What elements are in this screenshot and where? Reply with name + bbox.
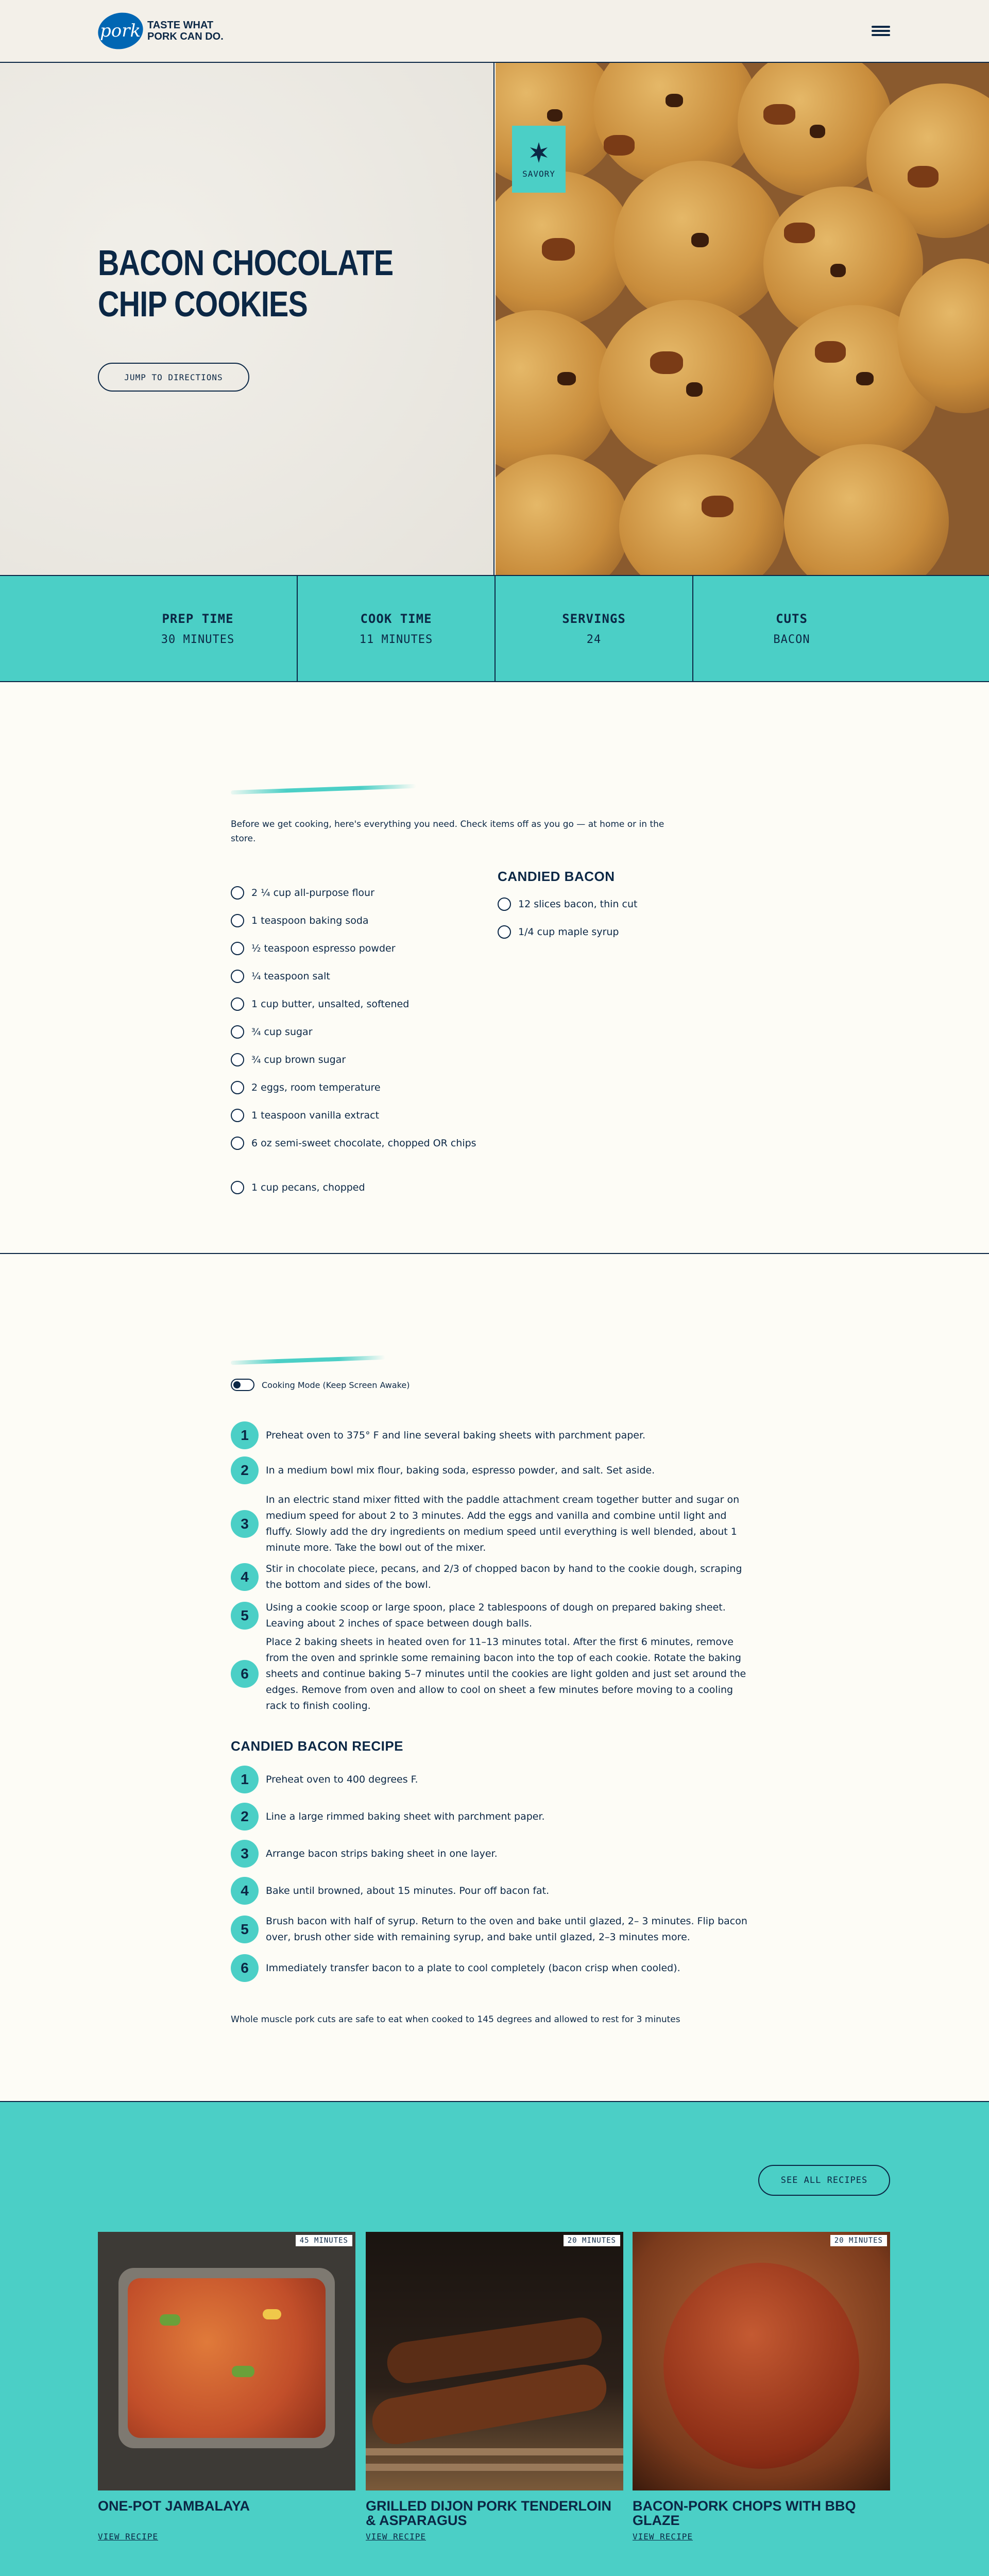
recipe-card-image[interactable] (633, 2232, 890, 2490)
step-number: 1 (231, 1421, 259, 1449)
cook-time-badge: 20 MINUTES (564, 2235, 620, 2246)
ingredient-checkbox[interactable] (231, 997, 244, 1011)
list-item[interactable]: 12 slices bacon, thin cut (498, 890, 637, 918)
list-item[interactable]: 1 teaspoon vanilla extract (231, 1101, 476, 1129)
stat-label: COOK TIME (360, 611, 432, 626)
hero-text-panel (0, 63, 494, 575)
step-number: 4 (231, 1563, 259, 1591)
direction-step: 5 Brush bacon with half of syrup. Return to the oven and bake until glazed, 2– 3 minutes. Flip bacon over, brush other side with remaining syrup, and bake until glazed, 2–3 minutes more. (231, 1909, 756, 1950)
ingredient-checkbox[interactable] (231, 942, 244, 955)
ingredient-checkbox[interactable] (231, 1137, 244, 1150)
direction-step: 5 Using a cookie scoop or large spoon, place 2 tablespoons of dough on prepared baking sheet. Leaving about 2 inches of space between dough balls. (231, 1596, 756, 1635)
step-number: 2 (231, 1456, 259, 1484)
step-number: 1 (231, 1766, 259, 1793)
list-item[interactable]: ¼ teaspoon salt (231, 962, 476, 990)
stat-prep-time (99, 576, 297, 681)
ingredient-checkbox[interactable] (231, 1081, 244, 1094)
stat-value: 11 MINUTES (359, 633, 433, 646)
step-number: 3 (231, 1510, 259, 1538)
stat-value: 30 MINUTES (161, 633, 235, 646)
ingredient-checkbox[interactable] (231, 914, 244, 927)
list-item[interactable]: ½ teaspoon espresso powder (231, 935, 476, 962)
brush-stroke-divider (231, 1355, 385, 1365)
cook-time-badge: 20 MINUTES (830, 2235, 887, 2246)
candied-bacon-heading: CANDIED BACON (498, 869, 615, 884)
list-item[interactable]: 1 teaspoon baking soda (231, 907, 476, 935)
recipe-stats-bar (0, 576, 989, 682)
ingredient-checkbox[interactable] (498, 925, 511, 939)
candied-ingredient-list (498, 890, 637, 946)
stat-cuts (692, 576, 890, 681)
cooking-mode-toggle[interactable] (231, 1379, 254, 1391)
step-number: 3 (231, 1840, 259, 1868)
list-item[interactable]: 1 cup butter, unsalted, softened (231, 990, 476, 1018)
ingredient-checkbox[interactable] (231, 1181, 244, 1194)
recipe-title: BACON CHOCOLATE CHIP COOKIES (98, 243, 394, 324)
recipe-card[interactable] (633, 2232, 890, 2541)
direction-step: 4 Bake until browned, about 15 minutes. Pour off bacon fat. (231, 1872, 756, 1909)
direction-step: 6 Place 2 baking sheets in heated oven for 11–13 minutes total. After the first 6 minutes, remove from the oven and sprinkle some remaining bacon into the top of each cookie. Rotate the baking sheets and continue baking 5–7 minutes until the cookies are light golden and just set around the edges. Remove from oven and allow to cool on sheet a few minutes before moving to a cooling rack to finish cooling. (231, 1635, 756, 1713)
ingredient-checkbox[interactable] (231, 1053, 244, 1066)
site-header (0, 0, 989, 63)
list-item[interactable]: ¾ cup brown sugar (231, 1046, 476, 1074)
step-number: 6 (231, 1954, 259, 1982)
direction-step: 1 Preheat oven to 375° F and line several baking sheets with parchment paper. (231, 1420, 756, 1451)
stat-label: CUTS (776, 611, 808, 626)
view-recipe-link[interactable]: VIEW RECIPE (633, 2532, 693, 2541)
stat-label: PREP TIME (162, 611, 234, 626)
cooking-mode-label: Cooking Mode (Keep Screen Awake) (262, 1380, 410, 1390)
stat-cook-time (297, 576, 494, 681)
list-item[interactable]: 2 ¼ cup all-purpose flour (231, 879, 476, 907)
view-recipe-link[interactable]: VIEW RECIPE (366, 2532, 426, 2541)
ingredient-checkbox[interactable] (498, 897, 511, 911)
hero-section (0, 63, 989, 576)
hero-cookie-image (496, 63, 989, 575)
direction-step: 3 In an electric stand mixer fitted with the paddle attachment cream together butter and sugar on medium speed for about 2 to 3 minutes. Add the eggs and vanilla and combine until light and fluffy. Slowly add the dry ingredients on medium speed until everything is well blended, about 1 minute more. Take the bowl out of the mixer. (231, 1490, 756, 1558)
recipe-card-title[interactable]: BACON-PORK CHOPS WITH BBQ GLAZE (633, 2498, 856, 2528)
stat-value: BACON (773, 633, 810, 646)
directions-steps (231, 1420, 756, 1713)
direction-step: 2 In a medium bowl mix flour, baking soda, espresso powder, and salt. Set aside. (231, 1451, 756, 1490)
step-number: 2 (231, 1803, 259, 1831)
stat-label: SERVINGS (562, 611, 626, 626)
list-item[interactable]: 6 oz semi-sweet chocolate, chopped OR chips (231, 1129, 476, 1157)
list-item[interactable]: 1/4 cup maple syrup (498, 918, 637, 946)
recipe-card-image[interactable] (366, 2232, 623, 2490)
cooking-mode-toggle-row (231, 1379, 410, 1391)
brush-stroke-divider (231, 784, 416, 795)
hamburger-menu-icon[interactable] (871, 23, 891, 39)
recipe-card-image[interactable] (98, 2232, 355, 2490)
direction-step: 1 Preheat oven to 400 degrees F. (231, 1761, 756, 1798)
candied-bacon-steps (231, 1761, 756, 1987)
ingredient-checkbox[interactable] (231, 1025, 244, 1039)
recipe-card-title[interactable]: GRILLED DIJON PORK TENDERLOIN & ASPARAGUS (366, 2498, 612, 2528)
cook-time-badge: 45 MINUTES (296, 2235, 352, 2246)
step-number: 5 (231, 1602, 259, 1630)
stat-value: 24 (586, 633, 602, 646)
ingredient-checkbox[interactable] (231, 886, 244, 900)
step-number: 5 (231, 1916, 259, 1943)
recipe-card[interactable] (98, 2232, 355, 2541)
section-divider (0, 1253, 989, 1254)
list-item[interactable]: ¾ cup sugar (231, 1018, 476, 1046)
food-safety-note: Whole muscle pork cuts are safe to eat when cooked to 145 degrees and allowed to rest for 3 minutes (231, 2014, 680, 2025)
ingredient-checkbox[interactable] (231, 970, 244, 983)
category-tag[interactable] (512, 126, 566, 193)
direction-step: 2 Line a large rimmed baking sheet with parchment paper. (231, 1798, 756, 1835)
recipe-card-title[interactable]: ONE-POT JAMBALAYA (98, 2498, 250, 2514)
see-all-recipes-button[interactable]: SEE ALL RECIPES (758, 2165, 890, 2196)
stat-servings (494, 576, 692, 681)
ingredient-checkbox[interactable] (231, 1109, 244, 1122)
list-item[interactable]: 2 eggs, room temperature (231, 1074, 476, 1101)
logo-link[interactable] (98, 13, 230, 49)
header-tagline: TASTE WHAT PORK CAN DO. (147, 20, 224, 42)
direction-step: 4 Stir in chocolate piece, pecans, and 2/3 of chopped bacon by hand to the cookie dough, scraping the bottom and sides of the bowl. (231, 1558, 756, 1596)
savory-icon (527, 140, 551, 164)
pork-logo: pork (95, 9, 147, 54)
step-number: 4 (231, 1877, 259, 1905)
direction-step: 3 Arrange bacon strips baking sheet in one layer. (231, 1835, 756, 1872)
category-tag-label: SAVORY (522, 168, 555, 179)
list-item[interactable]: 1 cup pecans, chopped (231, 1174, 476, 1201)
step-number: 6 (231, 1660, 259, 1688)
candied-bacon-recipe-heading: CANDIED BACON RECIPE (231, 1738, 404, 1754)
recipe-card[interactable] (366, 2232, 623, 2541)
ingredients-intro: Before we get cooking, here's everything you need. Check items off as you go — at home or in the store. (231, 819, 664, 844)
jump-to-directions-button[interactable]: JUMP TO DIRECTIONS (98, 363, 249, 392)
direction-step: 6 Immediately transfer bacon to a plate to cool completely (bacon crisp when cooled). (231, 1950, 756, 1987)
ingredient-list (231, 879, 476, 1201)
view-recipe-link[interactable]: VIEW RECIPE (98, 2532, 158, 2541)
